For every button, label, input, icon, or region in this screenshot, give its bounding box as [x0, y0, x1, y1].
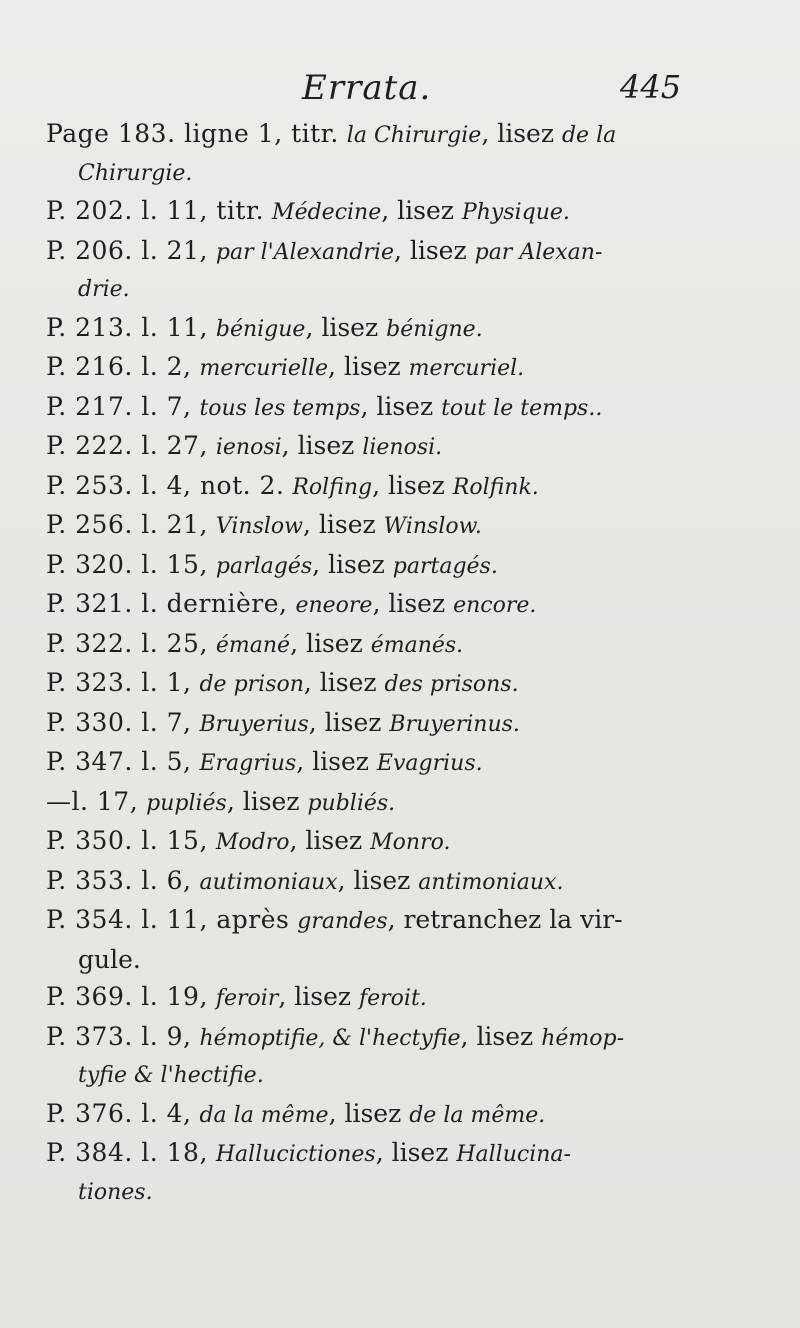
entry-reference: P. 217. l. 7,	[46, 391, 192, 421]
entry-reference: P. 256. l. 21,	[46, 510, 208, 539]
correction-instruction: , lisez	[460, 1021, 534, 1051]
correction-instruction: , lisez	[328, 1098, 402, 1128]
errata-entry	[46, 743, 746, 783]
errata-entry	[46, 783, 746, 823]
corrected-text: Hallucina-	[456, 1142, 571, 1167]
entry-reference: P. 253. l. 4, not. 2.	[46, 470, 285, 500]
errata-entry	[46, 704, 746, 744]
corrected-text: de la même.	[409, 1102, 546, 1128]
errata-entry	[46, 1095, 746, 1135]
erroneous-text: feroir	[215, 986, 279, 1011]
continuation-line: tiones.	[78, 1179, 153, 1205]
continuation-line: tyfie & l'hectifie.	[78, 1063, 264, 1088]
correction-instruction: , lisez	[375, 1138, 449, 1167]
corrected-text: Rolfink.	[452, 474, 539, 500]
erroneous-text: tous les temps	[199, 395, 361, 421]
entry-reference: P. 213. l. 11,	[46, 312, 208, 342]
corrected-text: partagés.	[392, 553, 498, 579]
errata-entry	[46, 664, 746, 704]
entry-reference: P. 369. l. 19,	[46, 982, 208, 1011]
page-number: 445	[620, 68, 682, 106]
errata-entry	[46, 862, 746, 902]
entry-reference: P. 350. l. 15,	[46, 826, 208, 855]
corrected-text: Bruyerinus.	[389, 711, 520, 737]
correction-instruction: , lisez	[278, 982, 352, 1011]
corrected-text: encore.	[453, 593, 537, 618]
correction-instruction: , lisez	[302, 510, 376, 539]
erroneous-text: da la même	[199, 1102, 329, 1128]
errata-entry	[46, 192, 746, 232]
erroneous-text: émané	[215, 632, 291, 658]
entry-reference: P. 323. l. 1,	[46, 668, 192, 697]
errata-entry	[46, 467, 746, 507]
errata-entry	[46, 309, 746, 349]
erroneous-text: eneore	[295, 593, 373, 618]
correction-instruction: , lisez	[372, 589, 446, 618]
errata-entry	[46, 388, 746, 428]
corrected-text: bénigne.	[386, 316, 483, 342]
entry-reference: P. 353. l. 6,	[46, 865, 192, 895]
errata-entry	[46, 625, 746, 665]
corrected-text: de la	[561, 123, 617, 148]
erroneous-text: Eragrius	[199, 751, 297, 776]
correction-instruction: , lisez	[308, 707, 382, 737]
continuation-line: drie.	[78, 277, 130, 302]
erroneous-text: bénigue	[215, 316, 306, 342]
correction-instruction: , lisez	[393, 235, 467, 265]
entry-reference: P. 202. l. 11, titr.	[46, 196, 265, 225]
errata-list	[46, 115, 746, 1211]
entry-reference: P. 373. l. 9,	[46, 1021, 192, 1051]
erroneous-text: de prison	[199, 672, 304, 697]
corrected-text: Winslow.	[383, 514, 482, 539]
corrected-text: des prisons.	[384, 672, 519, 697]
erroneous-text: ienosi	[215, 435, 282, 460]
corrected-text: publiés.	[307, 790, 396, 816]
corrected-text: émanés.	[370, 632, 464, 658]
erroneous-text: hémoptifie, & l'hectyfie	[199, 1025, 461, 1051]
correction-instruction: , lisez	[281, 431, 355, 460]
erroneous-text: par l'Alexandrie	[215, 239, 394, 265]
correction-instruction: , lisez	[360, 391, 434, 421]
correction-instruction: , lisez	[296, 747, 369, 776]
continuation-line: Chirurgie.	[78, 160, 193, 186]
errata-entry	[46, 348, 746, 388]
errata-entry	[46, 822, 746, 862]
corrected-text: Monro.	[370, 830, 451, 855]
corrected-text: tout le temps..	[441, 395, 603, 421]
correction-instruction: , lisez	[305, 312, 379, 342]
corrected-text: Evagrius.	[376, 751, 483, 776]
corrected-text: antimoniaux.	[418, 869, 564, 895]
erroneous-text: Vinslow	[215, 514, 303, 539]
erroneous-text: Bruyerius	[199, 711, 309, 737]
correction-instruction: , lisez	[226, 786, 300, 816]
errata-entry	[46, 1018, 746, 1095]
corrected-text: hémop-	[541, 1025, 624, 1051]
page-header	[0, 68, 800, 116]
entry-reference: P. 347. l. 5,	[46, 747, 192, 776]
erroneous-text: mercurielle	[199, 356, 329, 381]
erroneous-text: Modro	[215, 830, 290, 855]
correction-instruction: , lisez	[337, 865, 411, 895]
entry-reference: P. 320. l. 15,	[46, 549, 208, 579]
errata-entry	[46, 585, 746, 625]
entry-reference: P. 321. l. dernière,	[46, 589, 288, 618]
errata-entry	[46, 115, 746, 192]
erroneous-text: pupliés	[146, 790, 227, 816]
corrected-text: feroit.	[359, 986, 427, 1011]
entry-reference: P. 376. l. 4,	[46, 1098, 192, 1128]
errata-entry	[46, 427, 746, 467]
entry-reference: P. 384. l. 18,	[46, 1138, 208, 1167]
corrected-text: Physique.	[461, 200, 570, 225]
errata-entry	[46, 901, 746, 978]
erroneous-text: grandes	[297, 909, 388, 934]
errata-entry	[46, 506, 746, 546]
entry-reference: —l. 17,	[46, 786, 139, 816]
correction-instruction: , lisez	[381, 196, 454, 225]
correction-instruction: , lisez	[290, 628, 363, 658]
erroneous-text: la Chirurgie	[346, 123, 482, 148]
correction-instruction: , lisez	[312, 549, 385, 579]
correction-instruction: , lisez	[372, 470, 445, 500]
errata-entry	[46, 232, 746, 309]
entry-reference: P. 206. l. 21,	[46, 235, 208, 265]
correction-instruction: , lisez	[303, 668, 377, 697]
entry-reference: P. 322. l. 25,	[46, 628, 208, 658]
entry-reference: P. 222. l. 27,	[46, 431, 208, 460]
erroneous-text: Médecine	[272, 200, 382, 225]
entry-reference: P. 354. l. 11, après	[46, 905, 290, 934]
running-title: Errata.	[302, 68, 432, 108]
corrected-text: mercuriel.	[408, 356, 525, 381]
correction-instruction: , lisez	[328, 352, 401, 381]
corrected-text: par Alexan-	[474, 239, 603, 265]
entry-reference: P. 216. l. 2,	[46, 352, 192, 381]
erroneous-text: parlagés	[215, 553, 313, 579]
corrected-text: lienosi.	[362, 435, 443, 460]
erroneous-text: Hallucictiones	[215, 1142, 376, 1167]
entry-reference: Page 183. ligne 1, titr.	[46, 119, 339, 148]
correction-instruction: , lisez	[481, 119, 555, 148]
erroneous-text: Rolfing	[292, 474, 373, 500]
correction-instruction: , retranchez la vir-	[387, 905, 623, 934]
errata-entry	[46, 546, 746, 586]
erroneous-text: autimoniaux	[199, 869, 338, 895]
errata-entry	[46, 978, 746, 1018]
entry-reference: P. 330. l. 7,	[46, 707, 192, 737]
continuation-line: gule.	[78, 944, 141, 974]
correction-instruction: , lisez	[289, 826, 363, 855]
errata-entry	[46, 1134, 746, 1211]
